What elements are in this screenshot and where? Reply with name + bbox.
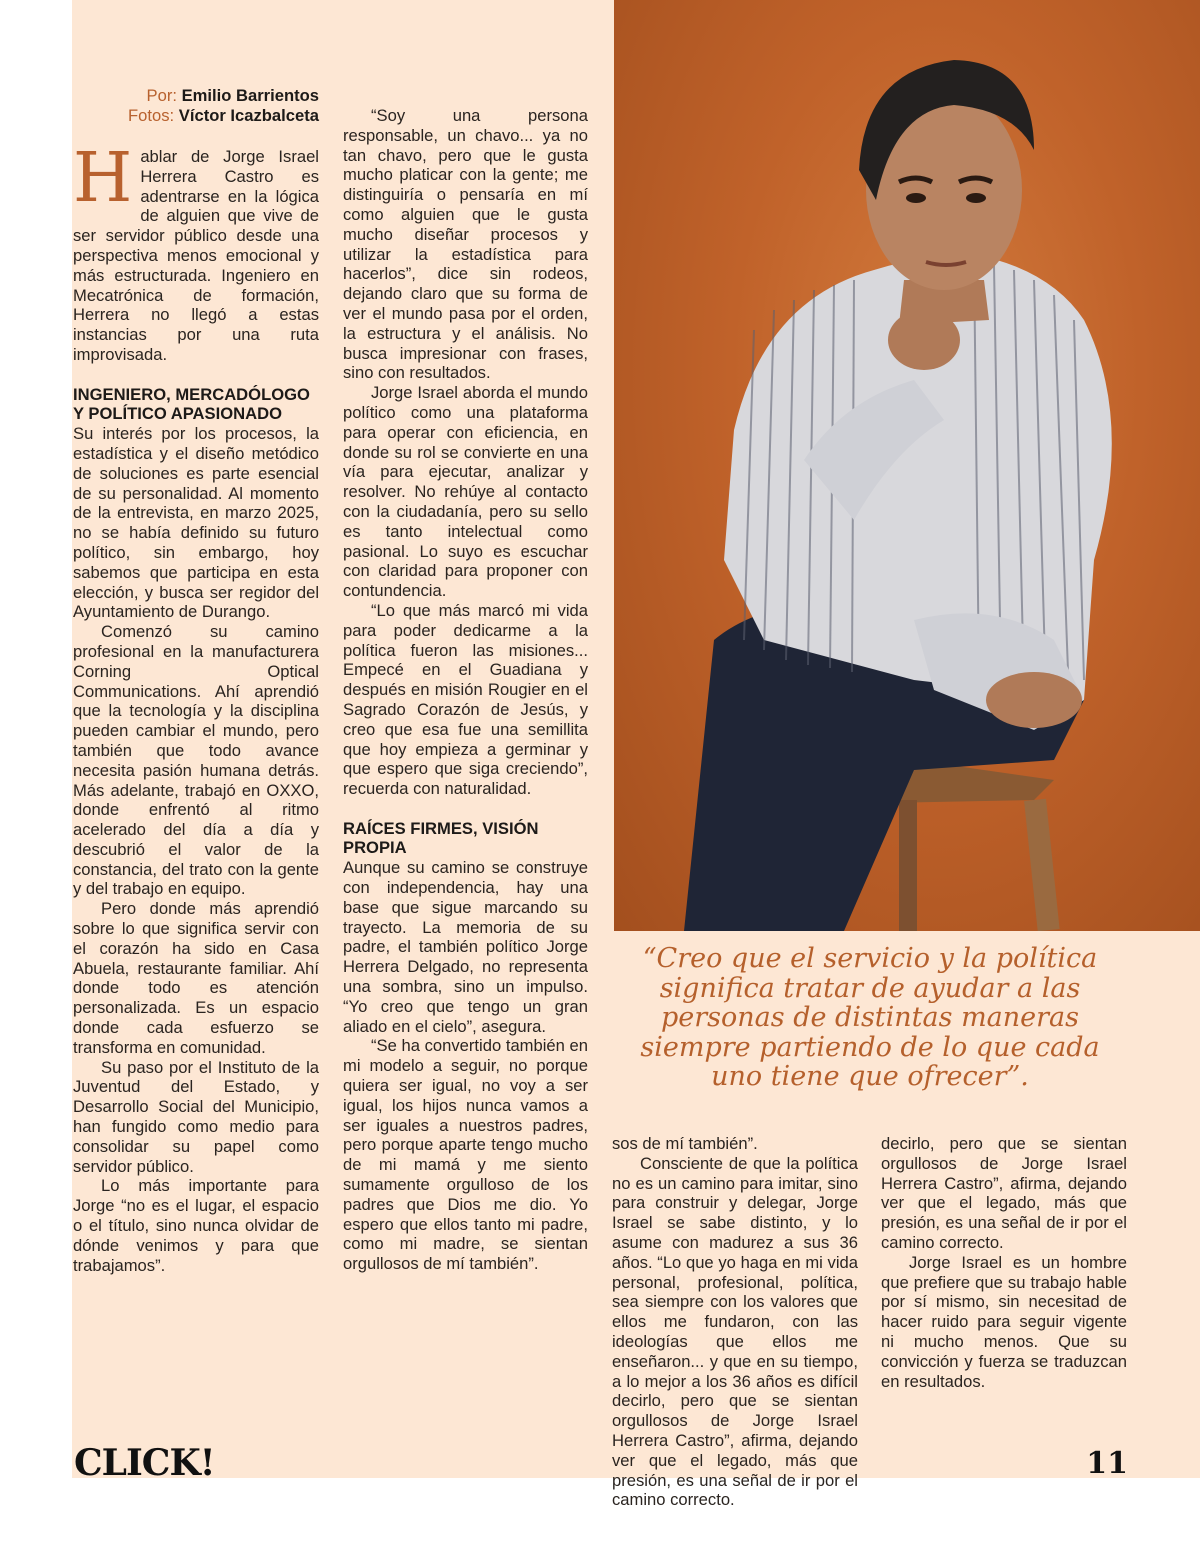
- intro-paragraph: ablar de Jorge Israel Herrera Castro es adentrarse en la lógica de alguien que vive de ser servidor público desde una perspectiva menos emocional y más estructurada. Ingeniero en Mecatrónica de formación, Herrera no llegó a estas instancias por una ruta improvisada.: [73, 147, 319, 364]
- paragraph: [612, 1134, 858, 1154]
- paragraph: “Soy una persona responsable, un chavo... ya no tan chavo, pero que le gusta mucho platicar con la gente; me distinguiría o pensaría en mí como alguien que le gusta mucho diseñar procesos y utilizar la estadística para hacerlos”, dice sin rodeos, dejando claro que su forma de ver el mundo pasa por el orden, la estructura y el análisis. No busca impresionar con frases, sino con resultados.: [343, 106, 588, 383]
- portrait-photo: [614, 0, 1200, 931]
- byline-photos: Fotos: Víctor Icazbalceta: [128, 106, 319, 125]
- article-column-2: [343, 106, 588, 1274]
- paragraph: Lo más importante para Jorge “no es el lugar, el espacio o el título, sino nunca olvidar de dónde venimos y para que trabajamos”.: [73, 1176, 319, 1275]
- paragraph: Pero donde más aprendió sobre lo que significa servir con el corazón ha sido en Casa Abuela, restaurante familiar. Ahí donde todo es atención personalizada. Es un espacio donde cada esfuerzo se transforma en comunidad.: [73, 899, 319, 1057]
- author-name: Emilio Barrientos: [181, 86, 319, 105]
- portrait-illustration: [614, 0, 1200, 931]
- article-column-1: [73, 86, 319, 1275]
- paragraph: Aunque su camino se construye con independencia, hay una base que sigue marcando su trayecto. La memoria de su padre, el también político Jorge Herrera Delgado, no representa una sombra, sino un impulso. “Yo creo que tengo un gran aliado en el cielo”, asegura.: [343, 858, 588, 1036]
- article-column-3: [612, 1134, 858, 1510]
- paragraph: “Se ha convertido también en mi modelo a seguir, no porque quiera ser igual, no voy a ser igual, los hijos nunca vamos a ser iguales a nuestros padres, pero porque aparte tengo mucho de mi mamá y me siento sumamente orgulloso de los padres que Dios me dio. Yo espero que ellos tanto mi padre, como mi madre, se sientan orgullosos de mí también”.: [343, 1036, 588, 1274]
- magazine-logo: CLICK!: [74, 1442, 215, 1484]
- paragraph: Jorge Israel aborda el mundo político como una plataforma para operar con eficiencia, en donde su rol se convierte en una vía para ejecutar, analizar y resolver. No rehúye al contacto con la ciudadanía, pero su sello es tanto intelectual como pasional. Lo suyo es escuchar con claridad para proponer con contundencia.: [343, 383, 588, 601]
- paragraph: “Lo que más marcó mi vida para poder dedicarme a la política fueron las misiones... Empecé en el Guadiana y después en misión Rougier en el Sagrado Corazón de Jesús, y creo que esa fue una semillita que hoy empieza a germinar y que espero que siga creciendo”, recuerda con naturalidad.: [343, 600, 588, 799]
- paragraph: Su paso por el Instituto de la Juventud del Estado, y Desarrollo Social del Municipio, han fungido como medio para consolidar su papel como servidor público.: [73, 1057, 319, 1176]
- pull-quote: “Creo que el servicio y la política significa tratar de ayudar a las personas de distintas maneras siempre partiendo de lo que cada uno tiene que ofrecer”.: [640, 943, 1100, 1092]
- photographer-name: Víctor Icazbalceta: [178, 106, 319, 125]
- section-heading-1: INGENIERO, MERCADÓLOGO Y POLÍTICO APASIONADO: [73, 384, 310, 424]
- paragraph: Jorge Israel es un hombre que prefiere que su trabajo hable por sí mismo, sin necesitad de hacer ruido para seguir vigente ni mucho menos. Que su convicción y fuerza se traduzcan en resultados.: [881, 1252, 1127, 1391]
- page-number: 11: [1086, 1446, 1128, 1481]
- continued-text: decirlo, pero que se sientan orgullosos de Jorge Israel Herrera Castro”, afirma, dejando ver que el legado, más que presión, es una señal de ir por el camino correcto.: [881, 1134, 1127, 1252]
- drop-cap: H: [73, 139, 133, 218]
- byline-author: Por: Emilio Barrientos: [146, 86, 319, 105]
- article-column-4: [881, 1134, 1127, 1391]
- paragraph: Comenzó su camino profesional en la manufacturera Corning Optical Communications. Ahí aprendió que la tecnología y la disciplina pueden cambiar el mundo, pero también que todo avance necesita pasión humana detrás. Más adelante, trabajó en OXXO, donde enfrentó al ritmo acelerado del día a día y descubrió el valor de la constancia, del trato con la gente y del trabajo en equipo.: [73, 622, 319, 899]
- section-heading-2: RAÍCES FIRMES, VISIÓN PROPIA: [343, 818, 539, 858]
- paragraph: Su interés por los procesos, la estadística y el diseño metódico de soluciones es parte esencial de su personalidad. Al momento de la entrevista, en marzo 2025, no se había definido su futuro político, sin embargo, hoy sabemos que participa en esta elección, y busca ser regidor del Ayuntamiento de Durango.: [73, 424, 319, 622]
- continued-text: sos de mí también”.: [612, 1134, 758, 1153]
- paragraph: Consciente de que la política no es un camino para imitar, sino para construir y delegar, Jorge Israel se sabe distinto, y lo asume con madurez a sus 36 años. “Lo que yo haga en mi vida personal, profesional, política, sea siempre con los valores que ellos me fundaron, con las ideologías que ellos me enseñaron... y que en su tiempo, a lo mejor a los 36 años es difícil decirlo, pero que se sientan orgullosos de Jorge Israel Herrera Castro”, afirma, dejando ver que el legado, más que presión, es una señal de ir por el camino correcto.: [612, 1153, 858, 1510]
